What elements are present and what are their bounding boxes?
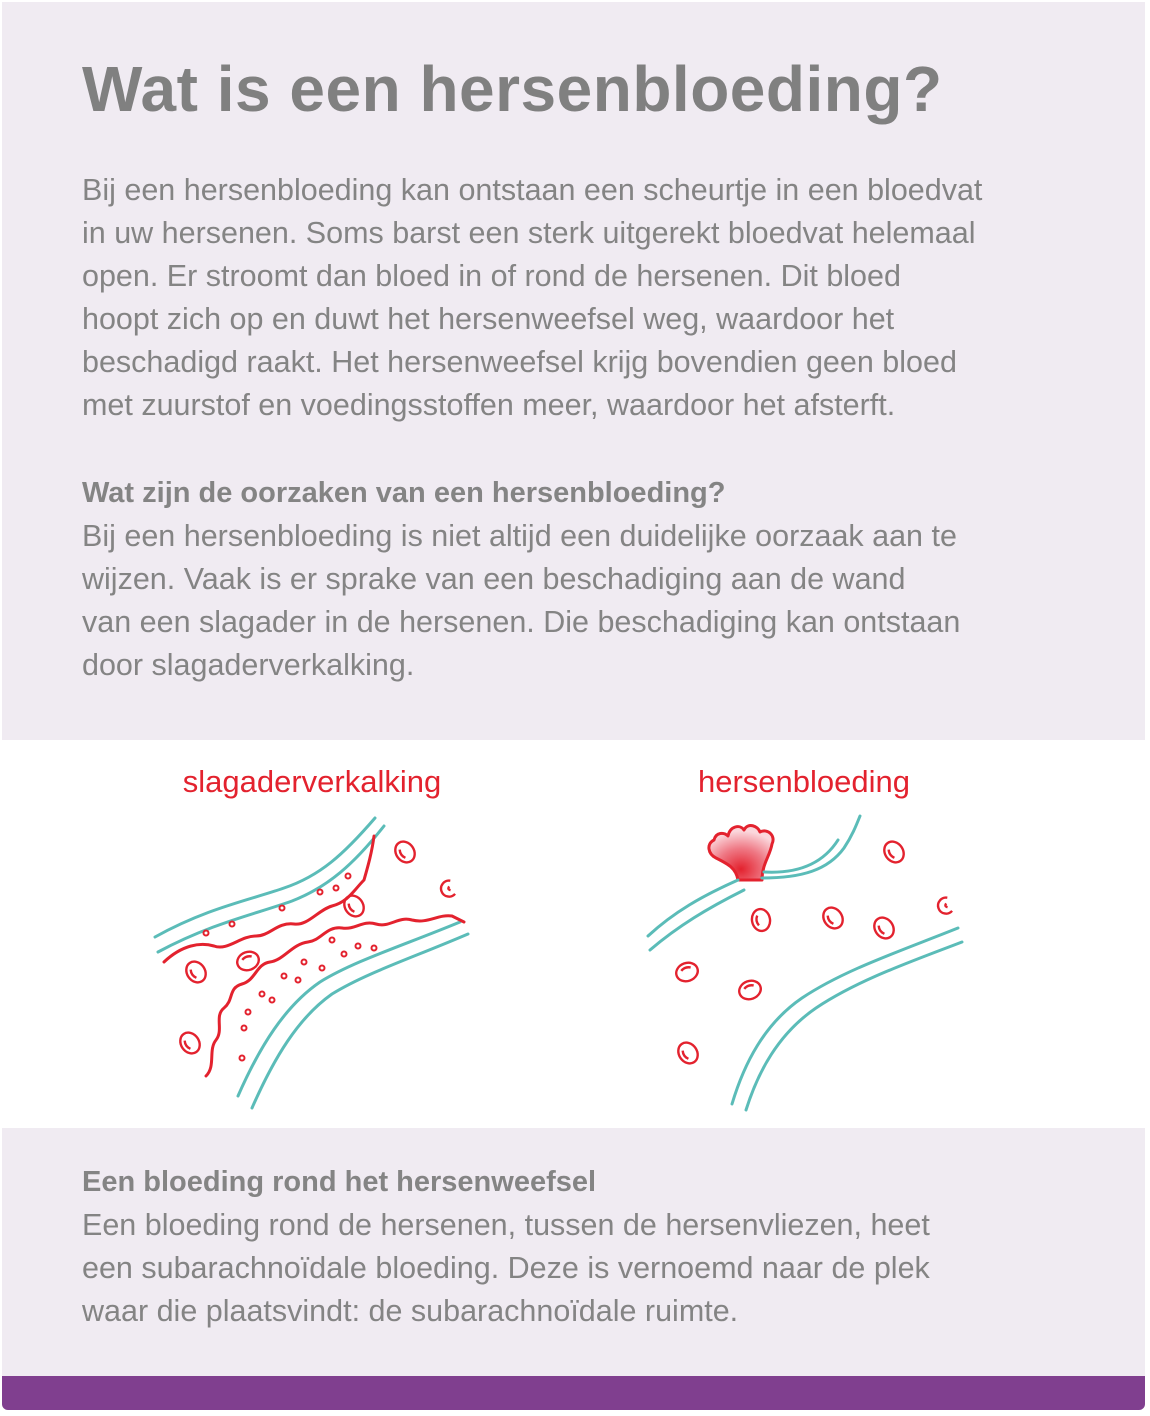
intro-line: Bij een hersenbloeding kan ontstaan een scheurtje in een bloedvat	[82, 173, 983, 207]
info-card	[2, 2, 1145, 1410]
vessel-illustration	[2, 740, 1145, 1128]
blood-cell-icon	[880, 838, 907, 866]
lower-vessel-wall-outer	[746, 942, 962, 1110]
right-artery-diagram	[648, 816, 962, 1110]
illustration-panel	[2, 740, 1145, 1128]
causes-line: Bij een hersenbloeding is niet altijd een duidelijke oorzaak aan te	[82, 519, 957, 553]
left-artery-diagram	[155, 818, 468, 1108]
atherosclerosis-label: slagaderverkalking	[182, 764, 442, 799]
causes-line: wijzen. Vaak is er sprake van een beschadiging aan de wand	[82, 562, 906, 596]
blood-cell-icon	[391, 838, 418, 866]
blood-cell-icon	[737, 978, 764, 1002]
upper-vessel-wall-outer	[155, 818, 375, 937]
upper-plaque-edge	[164, 836, 374, 962]
upper-vessel-wall-right-outer	[762, 816, 860, 878]
subarachnoid-line: Een bloeding rond de hersenen, tussen de hersenvliezen, heet	[82, 1208, 930, 1242]
subarachnoid-line: een subarachnoïdale bloeding. Deze is vernoemd naar de plek	[82, 1251, 930, 1285]
causes-section	[82, 472, 1122, 687]
subarachnoid-section	[82, 1161, 1122, 1333]
intro-line: beschadigd raakt. Het hersenweefsel krijg bovendien geen bloed	[82, 345, 957, 379]
blood-cell-icon	[750, 908, 772, 933]
blood-cell-icon	[176, 1029, 203, 1057]
lower-vessel-wall-inner	[732, 928, 958, 1104]
subarachnoid-heading: Een bloeding rond het hersenweefsel	[82, 1166, 597, 1198]
causes-line: door slagaderverkalking.	[82, 648, 415, 682]
intro-line: in uw hersenen. Soms barst een sterk uitgerekt bloedvat helemaal	[82, 216, 976, 250]
causes-heading: Wat zijn de oorzaken van een hersenbloeding?	[82, 477, 726, 509]
upper-vessel-wall-outer	[648, 880, 738, 936]
blood-cell-icon	[674, 1039, 701, 1067]
upper-vessel-wall-right-inner	[764, 840, 838, 872]
page-title: Wat is een hersenbloeding?	[82, 53, 943, 125]
blood-cell-icon	[340, 892, 367, 920]
causes-line: van een slagader in de hersenen. Die beschadiging kan ontstaan	[82, 605, 961, 639]
intro-paragraph	[82, 169, 1122, 427]
intro-line: hoopt zich op en duwt het hersenweefsel weg, waardoor het	[82, 302, 895, 336]
intro-line: open. Er stroomt dan bloed in of rond de hersenen. Dit bloed	[82, 259, 901, 293]
blood-cell-icon	[182, 958, 209, 986]
lower-vessel-wall-outer	[252, 934, 468, 1108]
hemorrhage-label: hersenbloeding	[697, 764, 911, 799]
intro-line: met zuurstof en voedingsstoffen meer, waardoor het afsterft.	[82, 388, 896, 422]
blood-cell-icon	[936, 897, 953, 916]
footer-accent-bar	[2, 1376, 1145, 1410]
blood-cell-icon	[870, 914, 897, 942]
blood-cell-icon	[439, 880, 456, 899]
blood-cell-icon	[819, 904, 846, 932]
subarachnoid-line: waar die plaatsvindt: de subarachnoïdale ruimte.	[82, 1294, 739, 1328]
blood-cell-icon	[674, 960, 701, 984]
